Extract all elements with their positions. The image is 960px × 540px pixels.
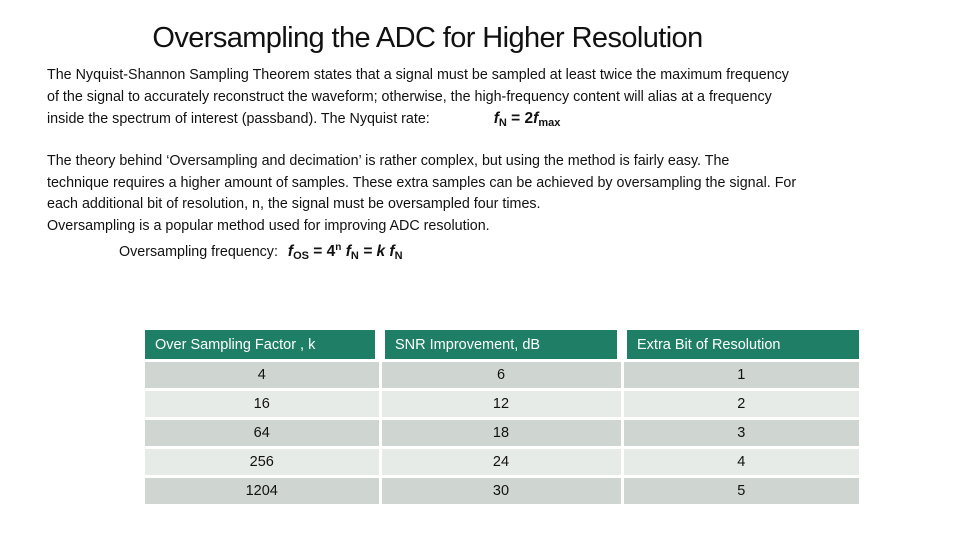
text-line: each additional bit of resolution, n, the signal must be oversampled four times.	[47, 196, 541, 212]
table-cell: 4	[145, 361, 380, 390]
table-cell: 256	[145, 448, 380, 477]
oversampling-frequency-label: Oversampling frequency:	[119, 244, 278, 260]
table-row	[145, 390, 859, 419]
table-cell: 12	[380, 390, 622, 419]
column-header: Over Sampling Factor , k	[145, 330, 380, 361]
text-line	[47, 237, 917, 268]
oversampling-frequency-formula: $f_{OS} = 4^n$ $f_N = k$ $f_N$	[287, 242, 403, 262]
text-line: The theory behind ‘Oversampling and decimation’ is rather complex, but using the method is fairly easy. The	[47, 153, 730, 169]
text-line-content: inside the spectrum of interest (passband). The Nyquist rate:	[47, 111, 430, 127]
table-cell: 5	[622, 477, 859, 505]
table-row	[145, 477, 859, 505]
table-cell: 2	[622, 390, 859, 419]
table-cell: 6	[380, 361, 622, 390]
table-cell: 18	[380, 419, 622, 448]
text-line: Oversampling is a popular method used for improving ADC resolution.	[47, 217, 490, 234]
table-cell: 24	[380, 448, 622, 477]
oversampling-paragraph	[47, 151, 917, 268]
table-cell: 4	[622, 448, 859, 477]
slide-title: Oversampling the ADC for Higher Resolution	[152, 22, 703, 54]
table-cell: 1	[622, 361, 859, 390]
oversampling-table	[145, 330, 859, 504]
table-row	[145, 448, 859, 477]
nyquist-rate-formula: $f_N = 2f_{max}$	[493, 110, 561, 129]
text-line: technique requires a higher amount of samples. These extra samples can be achieved by oversampling the signal. For	[47, 174, 797, 191]
table-cell: 1204	[145, 477, 380, 505]
table-cell: 30	[380, 477, 622, 505]
table-cell: 64	[145, 419, 380, 448]
text-line: of the signal to accurately reconstruct the waveform; otherwise, the high-frequency content will alias at a frequency	[47, 88, 772, 105]
table-header-row	[145, 330, 859, 361]
table-cell: 16	[145, 390, 380, 419]
column-header: Extra Bit of Resolution	[622, 330, 859, 361]
table-row	[145, 419, 859, 448]
text-line	[47, 108, 917, 135]
nyquist-paragraph	[47, 65, 917, 135]
table-row	[145, 361, 859, 390]
text-line: The Nyquist-Shannon Sampling Theorem states that a signal must be sampled at least twice the maximum frequency	[47, 67, 789, 83]
table-cell: 3	[622, 419, 859, 448]
column-header: SNR Improvement, dB	[380, 330, 622, 361]
